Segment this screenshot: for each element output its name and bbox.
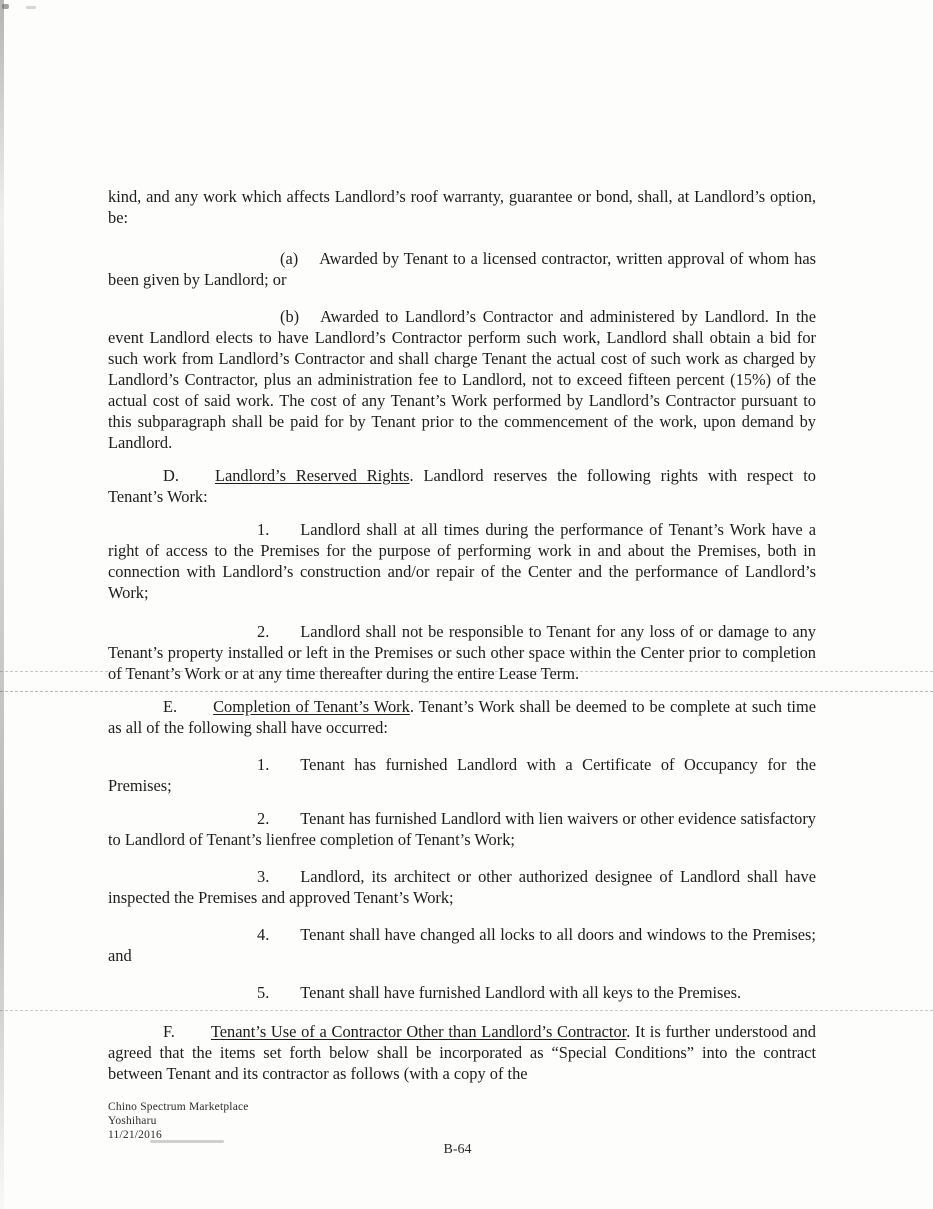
section-f-paragraph <box>108 1021 816 1084</box>
paragraph-label: (b) <box>280 307 300 326</box>
list-item-e5 <box>108 982 816 1003</box>
scan-artifact-line <box>0 671 933 672</box>
paragraph-text: . Landlord reserves the following rights with respect to Tenant’s Work: <box>108 466 816 506</box>
section-heading: Completion of Tenant’s Work <box>213 697 410 716</box>
item-number: 5. <box>257 983 270 1002</box>
paragraph-subsection-a <box>108 248 816 290</box>
paragraph-text: Landlord shall at all times during the performance of Tenant’s Work have a right of access to the Premises for the purpose of performing work in and about the Premises, both in connection with Landlord’s construction and/or repair of the Center and the performance of Landlord’s Work; <box>108 520 816 602</box>
section-label: F. <box>163 1022 175 1041</box>
paragraph-subsection-b <box>108 306 816 453</box>
paragraph-text: Awarded by Tenant to a licensed contractor, written approval of whom has been given by Landlord; or <box>108 249 816 289</box>
paragraph-text: Tenant has furnished Landlord with a Certificate of Occupancy for the Premises; <box>108 755 816 795</box>
page-number: B-64 <box>443 1142 472 1157</box>
document-body <box>108 186 816 1100</box>
paragraph-text: Tenant shall have furnished Landlord with all keys to the Premises. <box>300 983 742 1002</box>
scan-speck <box>2 4 9 9</box>
paragraph-text: . It is further understood and agreed that the items set forth below shall be incorporated as “Special Conditions” into the contract between Tenant and its contractor as follows (with a copy of the <box>108 1022 816 1083</box>
paragraph-text: kind, and any work which affects Landlord’s roof warranty, guarantee or bond, shall, at Landlord’s option, be: <box>108 187 816 227</box>
section-d-paragraph <box>108 465 816 507</box>
item-number: 2. <box>257 809 270 828</box>
list-item-e1 <box>108 754 816 796</box>
item-number: 2. <box>257 622 270 641</box>
scan-speck <box>26 6 36 9</box>
footer-block <box>108 1100 249 1142</box>
paragraph-text: Tenant has furnished Landlord with lien waivers or other evidence satisfactory to Landlord of Tenant’s lienfree completion of Tenant’s Work; <box>108 809 816 849</box>
list-item-d1 <box>108 519 816 603</box>
scan-edge-streak <box>0 0 4 1209</box>
paragraph-text: Landlord shall not be responsible to Tenant for any loss of or damage to any Tenant’s property installed or left in the Premises or such other space within the Center prior to completion of Tenant’s Work or at any time thereafter during the entire Lease Term. <box>108 622 816 683</box>
paragraph-text: Awarded to Landlord’s Contractor and administered by Landlord. In the event Landlord elects to have Landlord’s Contractor perform such work, Landlord shall obtain a bid for such work from Landlord’s Contractor and shall charge Tenant the actual cost of such work as charged by Landlord’s Contractor, plus an administration fee to Landlord, not to exceed fifteen percent (15%) of the actual cost of said work. The cost of any Tenant’s Work performed by Landlord’s Contractor pursuant to this subparagraph shall be paid for by Tenant prior to the commencement of the work, upon demand by Landlord. <box>108 307 816 452</box>
paragraph-label: (a) <box>280 249 299 268</box>
scan-artifact-line <box>0 1010 933 1011</box>
paragraph-text: Tenant shall have changed all locks to all doors and windows to the Premises; and <box>108 925 816 965</box>
list-item-e2 <box>108 808 816 850</box>
paragraph-text: . Tenant’s Work shall be deemed to be complete at such time as all of the following shall have occurred: <box>108 697 816 737</box>
section-heading: Tenant’s Use of a Contractor Other than Landlord’s Contractor <box>210 1022 627 1041</box>
list-item-e4 <box>108 924 816 966</box>
footer-project-name: Chino Spectrum Marketplace <box>108 1101 249 1113</box>
footer-tenant-name: Yoshiharu <box>108 1115 157 1127</box>
list-item-e3 <box>108 866 816 908</box>
section-label: E. <box>163 697 178 716</box>
section-e-paragraph <box>108 696 816 738</box>
scan-artifact-line <box>0 691 933 692</box>
item-number: 3. <box>257 867 270 886</box>
paragraph-intro <box>108 186 816 228</box>
item-number: 1. <box>257 755 270 774</box>
section-heading: Landlord’s Reserved Rights <box>214 466 410 485</box>
paragraph-text: Landlord, its architect or other authorized designee of Landlord shall have inspected the Premises and approved Tenant’s Work; <box>108 867 816 907</box>
scan-smudge <box>150 1140 224 1143</box>
footer-date: 11/21/2016 <box>108 1129 162 1141</box>
item-number: 1. <box>257 520 270 539</box>
list-item-d2 <box>108 621 816 684</box>
item-number: 4. <box>257 925 270 944</box>
section-label: D. <box>163 466 179 485</box>
